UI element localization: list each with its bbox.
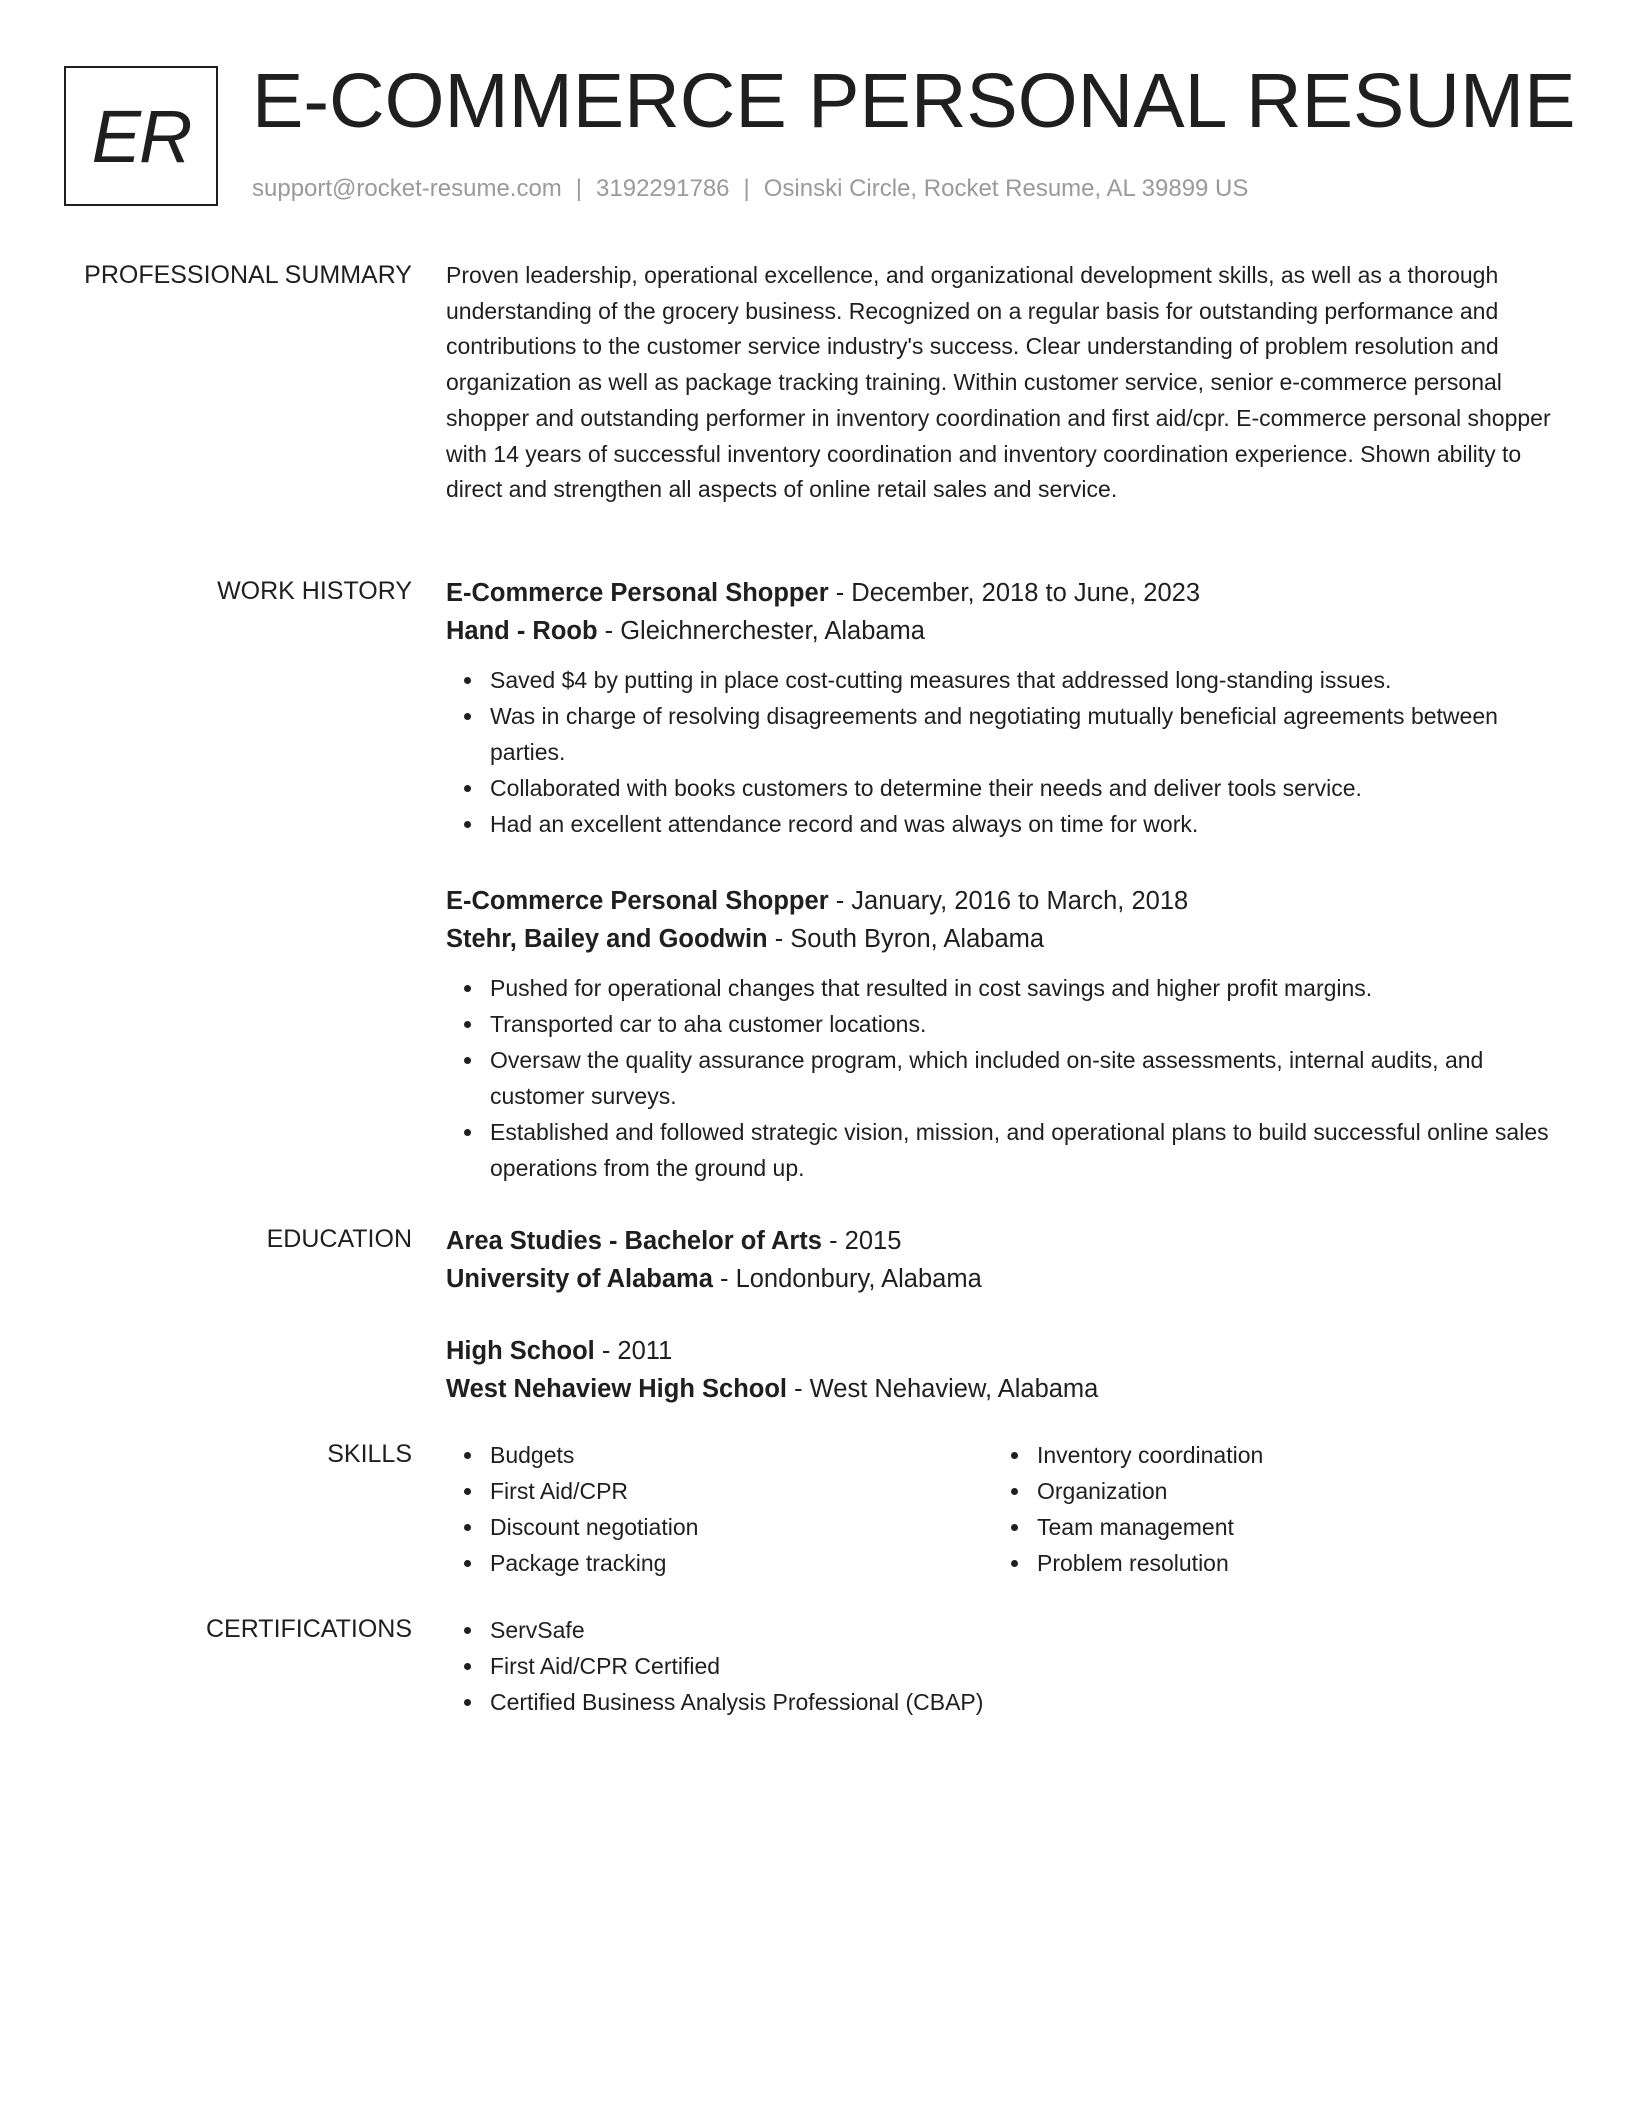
job-company-line [446,612,1566,650]
monogram-logo [64,66,218,206]
degree-line [446,1332,1566,1370]
school-name: West Nehaview High School [446,1375,788,1403]
job-company: Stehr, Bailey and Goodwin [446,925,768,953]
job-company: Hand - Roob [446,617,598,645]
list-item: Certified Business Analysis Professional (CBAP) [490,1684,1566,1720]
list-item: Team management [1037,1509,1540,1545]
job-title: E-Commerce Personal Shopper [446,887,829,915]
education-entry [446,1222,1566,1298]
education-entry [446,1332,1566,1408]
job-entry [446,882,1566,1186]
list-item: Pushed for operational changes that resulted in cost savings and higher profit margins. [490,970,1566,1006]
section-label-summary: PROFESSIONAL SUMMARY [84,261,412,289]
contact-email: support@rocket-resume.com [252,175,562,202]
job-dates: - December, 2018 to June, 2023 [828,579,1201,607]
job-location: - Gleichnerchester, Alabama [597,617,925,645]
list-item: Transported car to aha customer locations. [490,1006,1566,1042]
job-duties-list [446,970,1566,1186]
skills-list-left [446,1437,993,1581]
certifications-list [446,1612,1566,1720]
list-item: First Aid/CPR [490,1473,993,1509]
job-entry [446,574,1566,842]
list-item: Discount negotiation [490,1509,993,1545]
contact-separator: | [575,175,583,202]
degree-year: - 2015 [821,1227,902,1255]
school-location: - Londonbury, Alabama [712,1265,982,1293]
list-item: First Aid/CPR Certified [490,1648,1566,1684]
job-title: E-Commerce Personal Shopper [446,579,829,607]
degree-line [446,1222,1566,1260]
list-item: Problem resolution [1037,1545,1540,1581]
list-item: Budgets [490,1437,993,1473]
degree-name: High School [446,1337,595,1365]
school-location: - West Nehaview, Alabama [787,1375,1099,1403]
school-line [446,1370,1566,1408]
list-item: Package tracking [490,1545,993,1581]
degree-year: - 2011 [594,1337,673,1365]
section-label-skills: SKILLS [327,1440,412,1468]
list-item: Inventory coordination [1037,1437,1540,1473]
job-location: - South Byron, Alabama [767,925,1045,953]
certifications-body [446,1612,1566,1720]
resume-title: E-COMMERCE PERSONAL RESUME [252,58,1576,144]
contact-separator: | [743,175,750,202]
school-name: University of Alabama [446,1265,713,1293]
job-company-line [446,920,1566,958]
list-item: Oversaw the quality assurance program, which included on-site assessments, internal audits, and customer surveys. [490,1042,1566,1114]
section-label-certifications: CERTIFICATIONS [205,1615,412,1643]
degree-name: Area Studies - Bachelor of Arts [446,1227,822,1255]
summary-body [446,258,1566,508]
section-label-education: EDUCATION [266,1225,412,1253]
skills-grid [446,1437,1566,1581]
work-history-body [446,574,1566,1186]
list-item: Was in charge of resolving disagreements and negotiating mutually beneficial agreements between parties. [490,698,1566,770]
contact-line [252,172,1248,206]
list-item: Had an excellent attendance record and was always on time for work. [490,806,1566,842]
list-item: Established and followed strategic vision, mission, and operational plans to build successful online sales operations from the ground up. [490,1114,1566,1186]
section-label-work-history: WORK HISTORY [217,577,412,605]
list-item: ServSafe [490,1612,1566,1648]
contact-address: Osinski Circle, Rocket Resume, AL 39899 US [763,175,1249,202]
job-title-line [446,574,1566,612]
list-item: Organization [1037,1473,1540,1509]
job-title-line [446,882,1566,920]
monogram-initials: ER [91,94,191,178]
school-line [446,1260,1566,1298]
education-body [446,1222,1566,1408]
skills-body [446,1437,1566,1581]
job-dates: - January, 2016 to March, 2018 [828,887,1189,915]
summary-text: Proven leadership, operational excellence, and organizational development skills, as well as a thorough understanding of the grocery business. Recognized on a regular basis for outstanding performance and contributions to the customer service industry's success. Clear understanding of problem resolution and organization as well as package tracking training. Within customer service, senior e-commerce personal shopper and outstanding performer in inventory coordination and first aid/cpr. E-commerce personal shopper with 14 years of successful inventory coordination and inventory coordination experience. Shown ability to direct and strengthen all aspects of online retail sales and service. [446,262,1551,503]
skills-list-right [993,1437,1540,1581]
contact-phone: 3192291786 [596,175,730,202]
list-item: Saved $4 by putting in place cost-cutting measures that addressed long-standing issues. [490,662,1566,698]
list-item: Collaborated with books customers to determine their needs and deliver tools service. [490,770,1566,806]
job-duties-list [446,662,1566,842]
